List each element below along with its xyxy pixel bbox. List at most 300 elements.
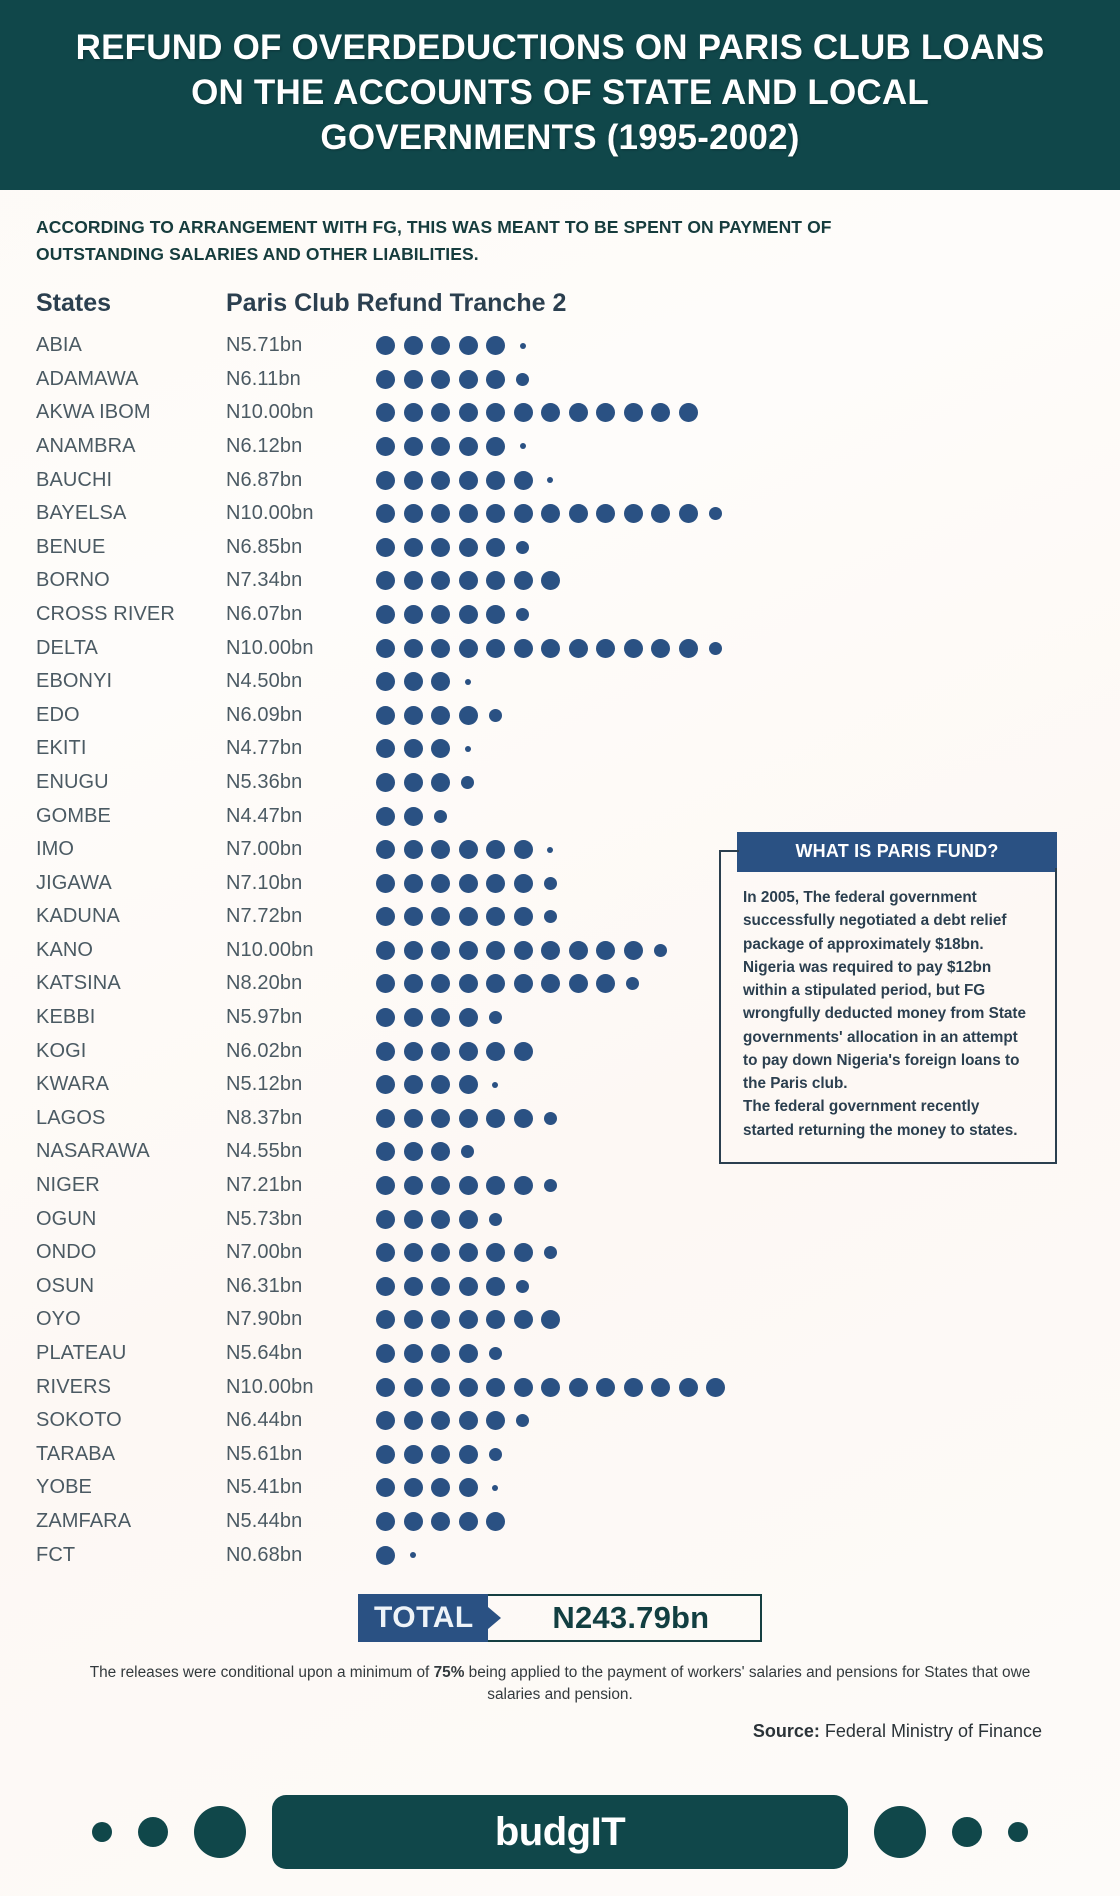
value-dot-full [431, 1075, 450, 1094]
state-amount: N5.61bn [226, 1442, 303, 1465]
value-dot-full [376, 1075, 395, 1094]
state-name: PLATEAU [36, 1342, 127, 1364]
value-dot-full [404, 1344, 423, 1363]
value-dot-partial [654, 944, 667, 957]
value-dot-plot [376, 430, 534, 464]
paris-fund-callout [719, 832, 1057, 1164]
state-amount: N4.77bn [226, 737, 303, 760]
state-amount: N6.85bn [226, 535, 303, 558]
value-dot-full [459, 706, 478, 725]
value-dot-full [431, 1445, 450, 1464]
table-row [36, 1270, 1120, 1304]
value-dot-plot [376, 900, 565, 934]
value-dot-full [431, 571, 450, 590]
value-dot-full [624, 639, 643, 658]
value-dot-full [376, 874, 395, 893]
value-dot-full [431, 874, 450, 893]
table-row [36, 1404, 1120, 1438]
value-dot-partial [516, 1280, 529, 1293]
value-dot-full [431, 1411, 450, 1430]
value-dot-full [376, 605, 395, 624]
value-dot-full [459, 437, 478, 456]
state-name: BORNO [36, 569, 110, 592]
value-dot-full [404, 840, 423, 859]
value-dot-plot [376, 1034, 541, 1068]
value-dot-plot [376, 396, 706, 430]
value-dot-full [431, 1512, 450, 1531]
value-dot-plot [376, 1135, 483, 1169]
state-amount: N7.00bn [226, 838, 303, 861]
table-row [36, 799, 1120, 833]
state-name: KANO [36, 938, 94, 961]
value-dot-full [459, 1243, 478, 1262]
value-dot-full [514, 571, 533, 590]
state-amount: N6.44bn [226, 1409, 303, 1432]
value-dot-plot [376, 362, 538, 396]
value-dot-full [404, 504, 423, 523]
state-amount: N7.34bn [226, 569, 303, 592]
state-name: ABIA [36, 334, 82, 357]
value-dot-full [459, 840, 478, 859]
value-dot-full [514, 874, 533, 893]
value-dot-full [376, 1210, 395, 1229]
state-amount: N6.87bn [226, 468, 303, 491]
state-name: ZAMFARA [36, 1509, 132, 1532]
state-name: SOKOTO [36, 1409, 122, 1432]
state-amount: N4.47bn [226, 804, 303, 827]
value-dot-full [459, 1210, 478, 1229]
state-name: KWARA [36, 1073, 110, 1096]
value-dot-full [376, 1243, 395, 1262]
state-amount: N5.73bn [226, 1207, 303, 1230]
value-dot-full [376, 907, 395, 926]
value-dot-full [376, 1042, 395, 1061]
state-name: RIVERS [36, 1375, 112, 1398]
value-dot-plot [376, 1303, 569, 1337]
value-dot-full [376, 1142, 395, 1161]
value-dot-full [404, 1109, 423, 1128]
state-name: IMO [36, 838, 75, 861]
value-dot-full [376, 1546, 395, 1565]
table-row [36, 598, 1120, 632]
value-dot-full [459, 974, 478, 993]
value-dot-full [376, 571, 395, 590]
table-row [36, 430, 1120, 464]
value-dot-remainder [410, 1552, 416, 1558]
value-dot-plot [376, 329, 534, 363]
table-column-headers [36, 289, 1120, 318]
value-dot-partial [709, 642, 722, 655]
value-dot-full [376, 437, 395, 456]
value-dot-full [651, 639, 670, 658]
value-dot-full [486, 1411, 505, 1430]
state-name: KADUNA [36, 905, 120, 928]
value-dot-full [514, 907, 533, 926]
value-dot-full [431, 1210, 450, 1229]
value-dot-full [486, 437, 505, 456]
value-dot-full [486, 504, 505, 523]
table-row [36, 1538, 1120, 1572]
source-label: Source: [752, 1720, 820, 1741]
state-amount: N4.50bn [226, 670, 303, 693]
table-row [36, 1169, 1120, 1203]
value-dot-plot [376, 1471, 507, 1505]
value-dot-full [459, 1042, 478, 1061]
value-dot-plot [376, 598, 538, 632]
value-dot-full [404, 538, 423, 557]
value-dot-full [404, 1310, 423, 1329]
table-row [36, 362, 1120, 396]
value-dot-remainder [547, 847, 553, 853]
value-dot-full [486, 907, 505, 926]
value-dot-full [459, 538, 478, 557]
value-dot-full [541, 1310, 560, 1329]
value-dot-plot [376, 1169, 565, 1203]
value-dot-plot [376, 1068, 507, 1102]
value-dot-full [376, 840, 395, 859]
state-amount: N5.41bn [226, 1476, 303, 1499]
value-dot-full [404, 639, 423, 658]
value-dot-full [486, 471, 505, 490]
value-dot-full [431, 1109, 450, 1128]
value-dot-full [404, 1512, 423, 1531]
state-amount: N7.00bn [226, 1241, 303, 1264]
value-dot-full [679, 504, 698, 523]
value-dot-full [431, 504, 450, 523]
value-dot-full [514, 1310, 533, 1329]
value-dot-full [514, 639, 533, 658]
state-amount: N10.00bn [226, 938, 314, 961]
state-name: OYO [36, 1308, 81, 1331]
value-dot-full [569, 1378, 588, 1397]
footnote-highlight: 75% [433, 1663, 465, 1681]
table-row [36, 497, 1120, 531]
state-name: EDO [36, 703, 80, 726]
state-name: YOBE [36, 1476, 92, 1499]
value-dot-partial [434, 810, 447, 823]
value-dot-full [376, 1176, 395, 1195]
value-dot-full [431, 605, 450, 624]
value-dot-full [514, 1109, 533, 1128]
value-dot-full [431, 370, 450, 389]
value-dot-plot [376, 497, 730, 531]
value-dot-full [404, 773, 423, 792]
state-name: ANAMBRA [36, 434, 136, 457]
value-dot-full [404, 941, 423, 960]
value-dot-full [541, 504, 560, 523]
value-dot-full [624, 1378, 643, 1397]
value-dot-full [431, 1277, 450, 1296]
state-amount: N0.68bn [226, 1543, 303, 1566]
state-amount: N5.71bn [226, 334, 303, 357]
value-dot-plot [376, 1202, 510, 1236]
value-dot-full [431, 1176, 450, 1195]
table-row [36, 564, 1120, 598]
page-header [0, 0, 1120, 190]
value-dot-full [431, 1378, 450, 1397]
value-dot-full [486, 1243, 505, 1262]
value-dot-full [376, 370, 395, 389]
value-dot-plot [376, 665, 479, 699]
value-dot-full [376, 739, 395, 758]
value-dot-full [596, 1378, 615, 1397]
value-dot-full [404, 907, 423, 926]
callout-paragraph-1: In 2005, The federal government successfully negotiated a debt relief package of approximately $18bn. Nigeria was required to pay $12bn within a stipulated period, but FG wrongfully deducted money from State governments' allocation in an attempt to pay down Nigeria's foreign loans to the Paris club. [743, 889, 1027, 1092]
value-dot-remainder [547, 477, 553, 483]
value-dot-full [376, 773, 395, 792]
value-dot-remainder [465, 679, 471, 685]
value-dot-full [651, 504, 670, 523]
value-dot-remainder [465, 746, 471, 752]
value-dot-partial [489, 709, 502, 722]
value-dot-plot [376, 1404, 538, 1438]
source-value: Federal Ministry of Finance [819, 1720, 1042, 1741]
value-dot-full [514, 840, 533, 859]
value-dot-full [569, 941, 588, 960]
state-amount: N6.07bn [226, 602, 303, 625]
state-amount: N8.37bn [226, 1106, 303, 1129]
state-amount: N5.12bn [226, 1073, 303, 1096]
value-dot-partial [461, 1145, 474, 1158]
value-dot-full [706, 1378, 725, 1397]
value-dot-full [514, 1243, 533, 1262]
value-dot-full [404, 1277, 423, 1296]
value-dot-full [404, 1378, 423, 1397]
value-dot-full [404, 1478, 423, 1497]
callout-paragraph-2: The federal government recently started returning the money to states. [743, 1098, 1018, 1139]
state-name: AKWA IBOM [36, 401, 151, 424]
value-dot-full [459, 639, 478, 658]
value-dot-remainder [520, 443, 526, 449]
value-dot-full [404, 672, 423, 691]
value-dot-full [569, 974, 588, 993]
value-dot-full [459, 471, 478, 490]
state-name: EBONYI [36, 670, 113, 693]
state-name: NIGER [36, 1174, 100, 1197]
state-amount: N7.10bn [226, 871, 303, 894]
value-dot-partial [516, 608, 529, 621]
state-amount: N7.90bn [226, 1308, 303, 1331]
table-row [36, 1370, 1120, 1404]
state-name: BAUCHI [36, 468, 113, 491]
value-dot-full [624, 403, 643, 422]
value-dot-full [486, 941, 505, 960]
state-amount: N10.00bn [226, 502, 314, 525]
value-dot-full [404, 1042, 423, 1061]
page-title: REFUND OF OVERDEDUCTIONS ON PARIS CLUB LOANS ON THE ACCOUNTS OF STATE AND LOCAL GOVERNMENTS (1995-2002) [75, 28, 1045, 157]
value-dot-full [431, 840, 450, 859]
state-amount: N4.55bn [226, 1140, 303, 1163]
value-dot-full [376, 807, 395, 826]
value-dot-full [514, 471, 533, 490]
value-dot-full [486, 1512, 505, 1531]
column-header-tranche: Paris Club Refund Tranche 2 [226, 288, 567, 317]
decor-dot-small-left [92, 1822, 112, 1842]
value-dot-plot [376, 698, 510, 732]
value-dot-full [541, 639, 560, 658]
value-dot-plot [376, 833, 562, 867]
value-dot-full [376, 1310, 395, 1329]
state-name: BAYELSA [36, 502, 127, 525]
value-dot-full [459, 941, 478, 960]
value-dot-full [376, 1512, 395, 1531]
value-dot-full [431, 907, 450, 926]
value-dot-full [624, 504, 643, 523]
state-amount: N6.02bn [226, 1039, 303, 1062]
value-dot-plot [376, 530, 538, 564]
callout-left-border [719, 850, 721, 1164]
value-dot-full [431, 336, 450, 355]
value-dot-full [431, 403, 450, 422]
decor-dot-large-left [194, 1806, 246, 1858]
value-dot-full [486, 1176, 505, 1195]
value-dot-full [459, 605, 478, 624]
value-dot-full [431, 437, 450, 456]
value-dot-partial [709, 507, 722, 520]
value-dot-full [404, 336, 423, 355]
decor-dot-large-right [874, 1806, 926, 1858]
footnote-text-before: The releases were conditional upon a minimum of [89, 1663, 434, 1681]
state-amount: N7.21bn [226, 1174, 303, 1197]
table-row [36, 631, 1120, 665]
value-dot-full [651, 1378, 670, 1397]
table-row [36, 766, 1120, 800]
value-dot-full [459, 1075, 478, 1094]
callout-connector [719, 850, 739, 852]
value-dot-full [486, 336, 505, 355]
value-dot-full [431, 1344, 450, 1363]
value-dot-partial [489, 1213, 502, 1226]
value-dot-plot [376, 799, 455, 833]
value-dot-full [459, 907, 478, 926]
value-dot-remainder [520, 343, 526, 349]
value-dot-full [404, 471, 423, 490]
value-dot-full [486, 370, 505, 389]
table-row [36, 1236, 1120, 1270]
value-dot-full [431, 739, 450, 758]
table-row [36, 698, 1120, 732]
value-dot-full [486, 974, 505, 993]
value-dot-full [514, 1176, 533, 1195]
state-amount: N7.72bn [226, 905, 303, 928]
value-dot-full [376, 1344, 395, 1363]
value-dot-full [404, 1445, 423, 1464]
column-header-states: States [36, 288, 112, 317]
value-dot-full [459, 1310, 478, 1329]
value-dot-full [514, 974, 533, 993]
value-dot-full [431, 1008, 450, 1027]
value-dot-full [514, 504, 533, 523]
value-dot-full [679, 403, 698, 422]
value-dot-full [376, 471, 395, 490]
value-dot-full [459, 336, 478, 355]
value-dot-full [404, 403, 423, 422]
value-dot-plot [376, 1270, 538, 1304]
value-dot-full [486, 1109, 505, 1128]
value-dot-full [459, 504, 478, 523]
decor-dot-small-right [1008, 1822, 1028, 1842]
value-dot-full [376, 336, 395, 355]
value-dot-plot [376, 1337, 510, 1371]
value-dot-full [651, 403, 670, 422]
value-dot-full [486, 403, 505, 422]
callout-body [719, 868, 1057, 1164]
state-name: KATSINA [36, 972, 121, 995]
state-name: TARABA [36, 1442, 116, 1465]
value-dot-full [431, 1042, 450, 1061]
value-dot-full [596, 504, 615, 523]
value-dot-full [431, 773, 450, 792]
state-name: ENUGU [36, 770, 109, 793]
value-dot-partial [544, 1246, 557, 1259]
value-dot-full [404, 370, 423, 389]
state-name: OGUN [36, 1207, 97, 1230]
table-row [36, 530, 1120, 564]
value-dot-full [459, 1109, 478, 1128]
value-dot-plot [376, 967, 648, 1001]
state-name: ADAMAWA [36, 367, 139, 390]
table-row [36, 1202, 1120, 1236]
value-dot-full [431, 974, 450, 993]
value-dot-full [459, 1512, 478, 1531]
value-dot-full [486, 874, 505, 893]
value-dot-plot [376, 631, 730, 665]
state-amount: N5.36bn [226, 770, 303, 793]
value-dot-plot [376, 1370, 734, 1404]
table-row [36, 732, 1120, 766]
value-dot-full [624, 941, 643, 960]
state-name: BENUE [36, 535, 106, 558]
subtitle-note: ACCORDING TO ARRANGEMENT WITH FG, THIS WAS MEANT TO BE SPENT ON PAYMENT OF OUTSTANDING SALARIES AND OTHER LIABILITIES. [36, 217, 832, 264]
state-amount: N6.31bn [226, 1274, 303, 1297]
footer-logo-bar [0, 1768, 1120, 1896]
value-dot-full [431, 941, 450, 960]
budgit-logo[interactable] [272, 1795, 848, 1869]
total-bar [358, 1594, 762, 1642]
value-dot-full [404, 437, 423, 456]
value-dot-remainder [492, 1485, 498, 1491]
table-row [36, 329, 1120, 363]
state-amount: N6.09bn [226, 703, 303, 726]
value-dot-full [376, 1378, 395, 1397]
table-row [36, 1303, 1120, 1337]
value-dot-plot [376, 1001, 510, 1035]
state-name: KOGI [36, 1039, 87, 1062]
value-dot-full [596, 639, 615, 658]
state-name: LAGOS [36, 1106, 106, 1129]
state-name: KEBBI [36, 1006, 96, 1029]
value-dot-full [431, 538, 450, 557]
value-dot-full [514, 1042, 533, 1061]
value-dot-full [679, 1378, 698, 1397]
source-line [0, 1721, 1042, 1742]
value-dot-partial [516, 541, 529, 554]
state-amount: N5.44bn [226, 1509, 303, 1532]
value-dot-full [569, 403, 588, 422]
value-dot-full [376, 706, 395, 725]
footnote [80, 1662, 1040, 1707]
table-row [36, 396, 1120, 430]
state-name: DELTA [36, 636, 98, 659]
value-dot-full [459, 370, 478, 389]
value-dot-full [376, 1445, 395, 1464]
value-dot-full [376, 639, 395, 658]
value-dot-full [376, 1109, 395, 1128]
value-dot-partial [489, 1011, 502, 1024]
state-name: CROSS RIVER [36, 602, 175, 625]
value-dot-plot [376, 1236, 565, 1270]
state-amount: N10.00bn [226, 1375, 314, 1398]
